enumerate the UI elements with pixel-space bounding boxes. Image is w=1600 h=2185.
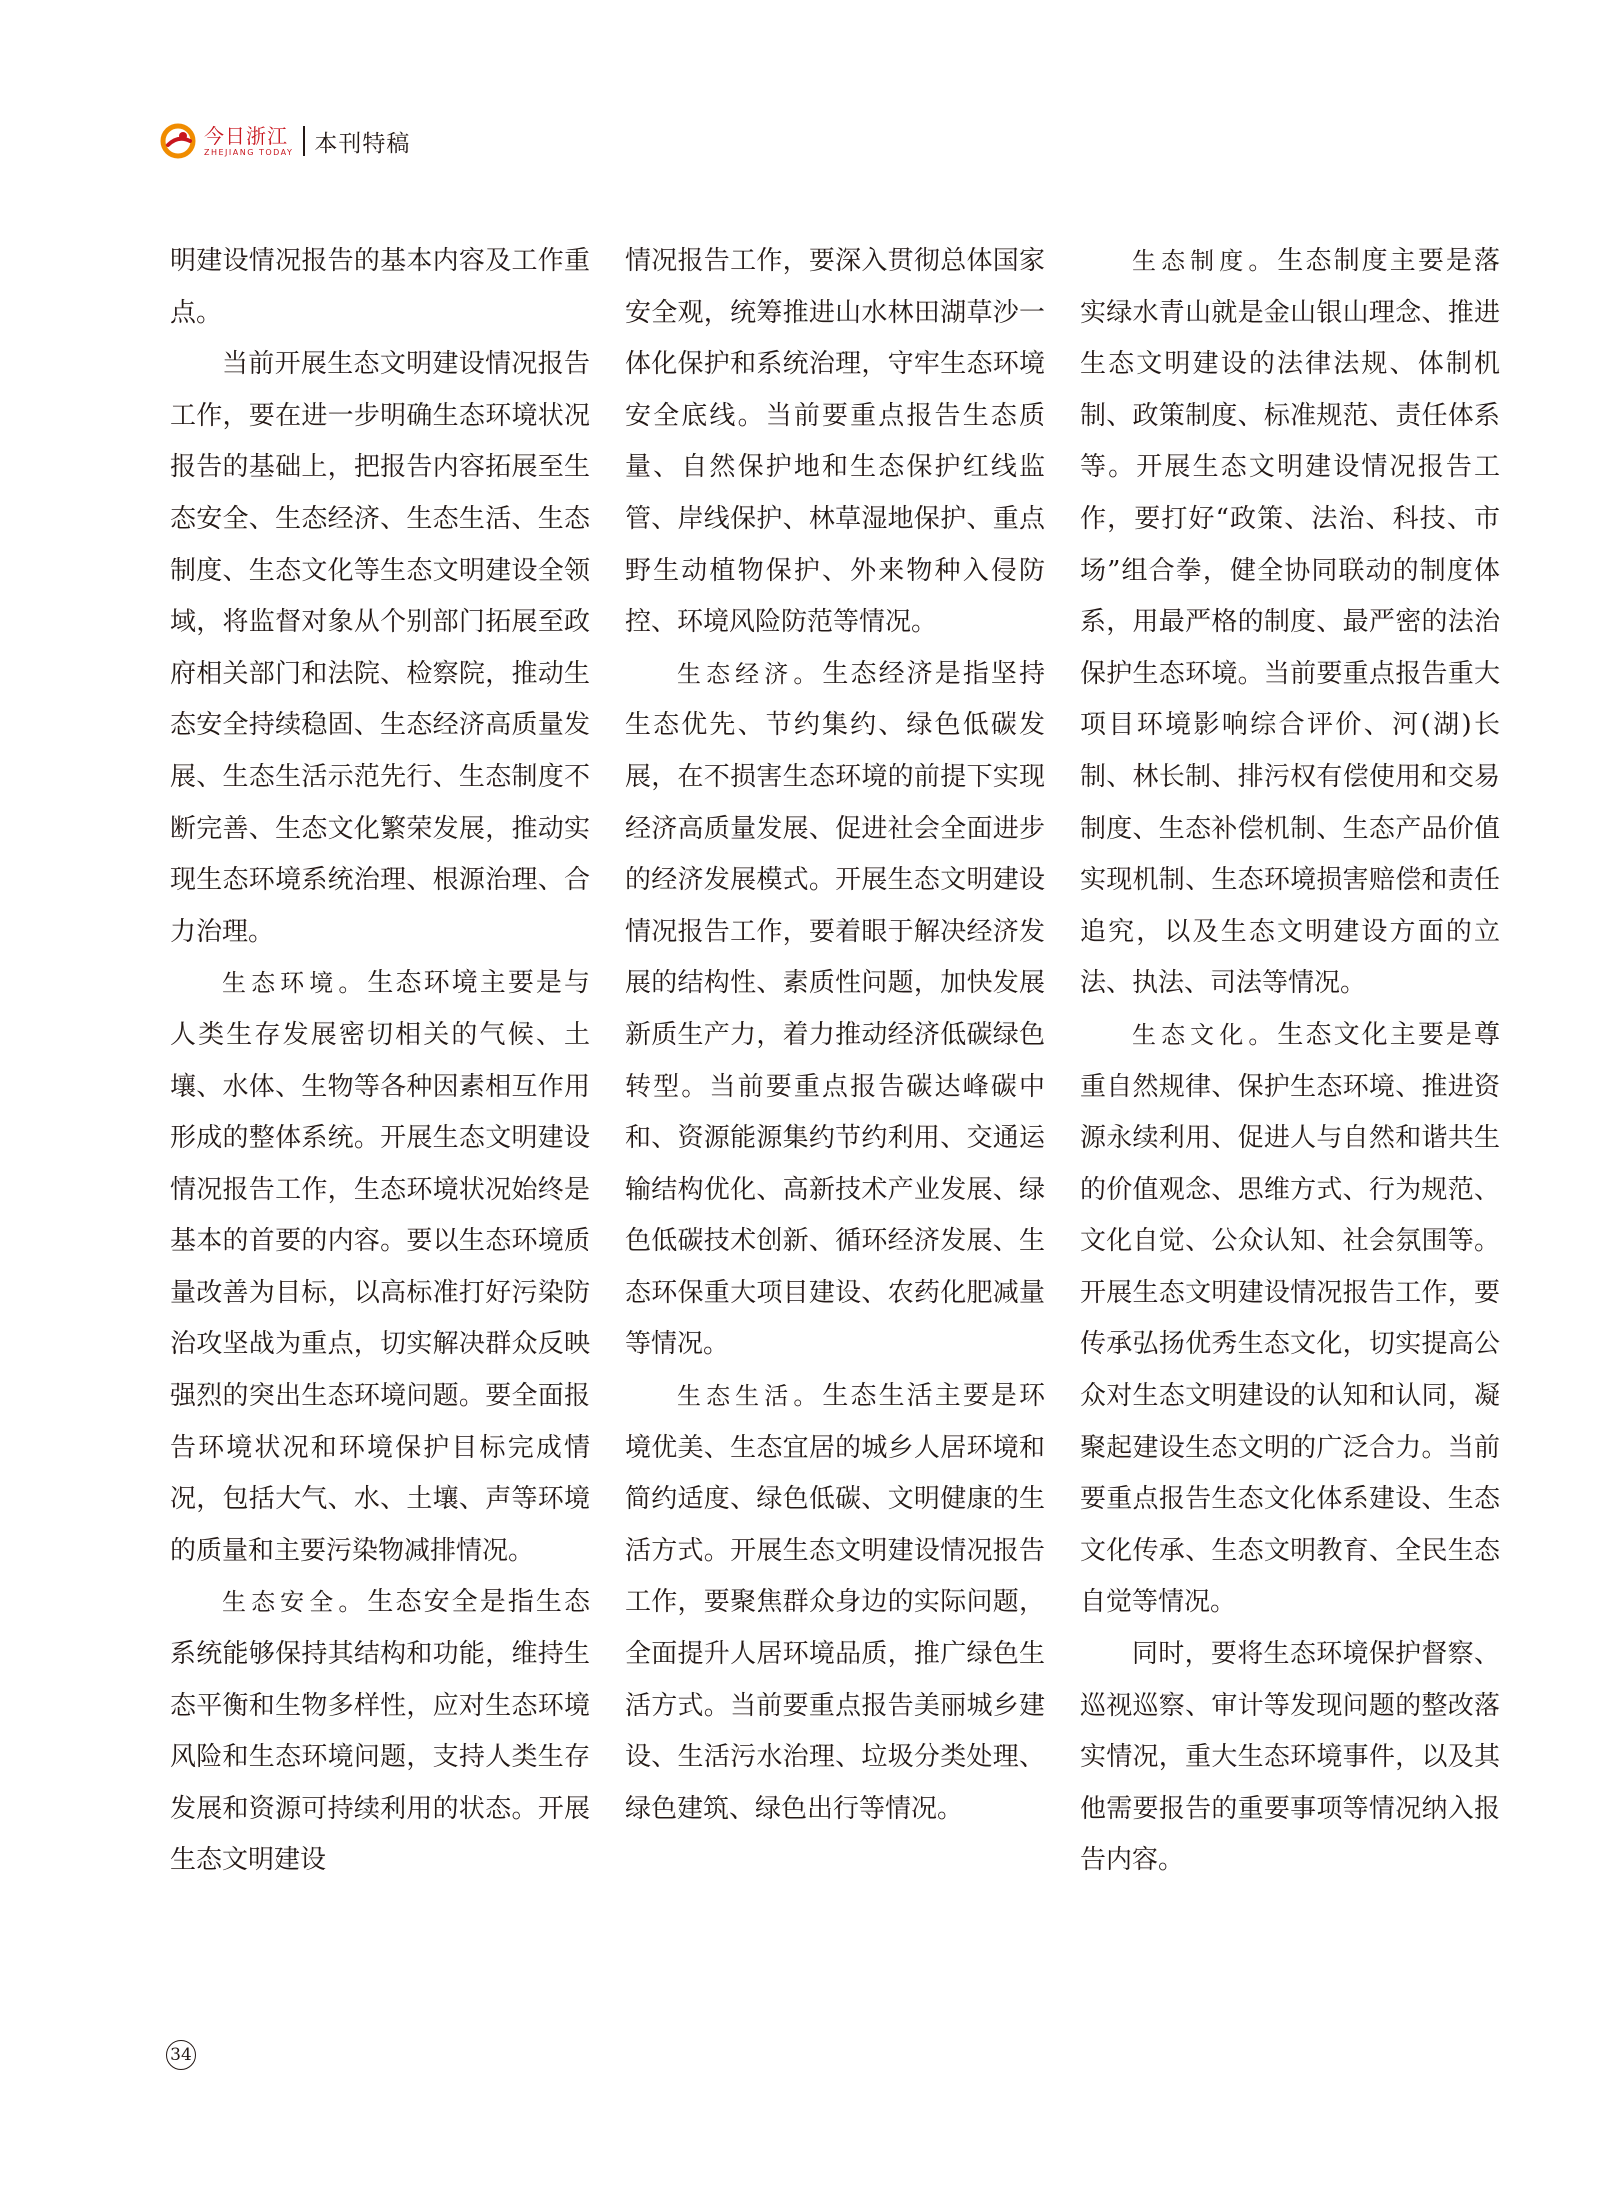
paragraph [1080,1010,1500,1629]
header-divider [303,126,305,156]
logo-wordmark [204,123,294,157]
paragraph: 情况报告工作，要深入贯彻总体国家安全观，统筹推进山水林田湖草沙一体化保护和系统治理，守牢生态环境安全底线。当前要重点报告生态质量、自然保护地和生态保护红线监管、岸线保护、林草湿地保护、重点野生动植物保护、外来物种入侵防控、环境风险防范等情况。 [625,246,1045,638]
paragraph [1080,236,1500,1010]
page-header [160,118,410,164]
page-number: 34 [166,2040,196,2070]
paragraph-body: 生态环境主要是与人类生存发展密切相关的气候、土壤、水体、生物等各种因素相互作用形成的整体系统。开展生态文明建设情况报告工作，生态环境状况始终是基本的首要的内容。要以生态环境质量改善为目标，以高标准打好污染防治攻坚战为重点，切实解决群众反映强烈的突出生态环境问题。要全面报告环境状况和环境保护目标完成情况，包括大气、水、土壤、声等环境的质量和主要污染物减排情况。 [170,968,590,1566]
logo-chinese-text: 今日浙江 [204,123,288,148]
paragraph-lead: 生态环境。 [222,969,368,998]
paragraph-lead: 生态制度。 [1132,247,1278,275]
text-column-3 [1080,236,1500,1887]
paragraph-lead: 生态文化。 [1132,1020,1278,1049]
paragraph-lead: 生态生活。 [677,1382,823,1411]
paragraph: 当前开展生态文明建设情况报告工作，要在进一步明确生态环境状况报告的基础上，把报告内容拓展至生态安全、生态经济、生态生活、生态制度、生态文化等生态文明建设全领域，将监督对象从个别部门拓展至政府相关部门和法院、检察院，推动生态安全持续稳固、生态经济高质量发展、生态生活示范先行、生态制度不断完善、生态文化繁荣发展，推动实现生态环境系统治理、根源治理、合力治理。 [170,349,590,947]
text-column-2 [625,236,1045,1835]
paragraph-body: 生态经济是指坚持生态优先、节约集约、绿色低碳发展，在不损害生态环境的前提下实现经济高质量发展、促进社会全面进步的经济发展模式。开展生态文明建设情况报告工作，要着眼于解决经济发展的结构性、素质性问题，加快发展新质生产力，着力推动经济低碳绿色转型。当前要重点报告碳达峰碳中和、资源能源集约节约利用、交通运输结构优化、高新技术产业发展、绿色低碳技术创新、循环经济发展、生态环保重大项目建设、农药化肥减量等情况。 [625,658,1045,1360]
paragraph [170,958,590,1577]
paragraph-body: 生态安全是指生态系统能够保持其结构和功能，维持生态平衡和生物多样性，应对生态环境风险和生态环境问题，支持人类生存发展和资源可持续利用的状态。开展生态文明建设 [170,1587,590,1876]
paragraph: 同时，要将生态环境保护督察、巡视巡察、审计等发现问题的整改落实情况，重大生态环境事件，以及其他需要报告的重要事项等情况纳入报告内容。 [1080,1639,1500,1876]
paragraph-body: 生态制度主要是落实绿水青山就是金山银山理念、推进生态文明建设的法律法规、体制机制、政策制度、标准规范、责任体系等。开展生态文明建设情况报告工作，要打好“政策、法治、科技、市场”组合拳，健全协同联动的制度体系，用最严格的制度、最严密的法治保护生态环境。当前要重点报告重大项目环境影响综合评价、河(湖)长制、林长制、排污权有偿使用和交易制度、生态补偿机制、生态产品价值实现机制、生态环境损害赔偿和责任追究，以及生态文明建设方面的立法、执法、司法等情况。 [1080,246,1500,999]
text-column-1 [170,236,590,1887]
paragraph-lead: 生态经济。 [677,659,823,688]
logo-english-text: ZHEJIANG TODAY [204,147,294,157]
paragraph [625,1371,1045,1835]
paragraph-body: 生态文化主要是尊重自然规律、保护生态环境、推进资源永续利用、促进人与自然和谐共生的价值观念、思维方式、行为规范、文化自觉、公众认知、社会氛围等。开展生态文明建设情况报告工作，要传承弘扬优秀生态文化，切实提高公众对生态文明建设的认知和认同，凝聚起建设生态文明的广泛合力。当前要重点报告生态文化体系建设、生态文化传承、生态文明教育、全民生态自觉等情况。 [1080,1019,1500,1618]
paragraph [170,1577,590,1887]
section-title: 本刊特稿 [314,130,411,157]
zhejiang-today-logo-icon [160,123,196,159]
paragraph-lead: 生态安全。 [222,1588,368,1617]
paragraph: 明建设情况报告的基本内容及工作重点。 [170,246,590,328]
paragraph-body: 生态生活主要是环境优美、生态宜居的城乡人居环境和简约适度、绿色低碳、文明健康的生活方式。开展生态文明建设情况报告工作，要聚焦群众身边的实际问题，全面提升人居环境品质，推广绿色生活方式。当前要重点报告美丽城乡建设、生活污水治理、垃圾分类处理、绿色建筑、绿色出行等情况。 [625,1381,1045,1824]
paragraph [625,649,1045,1371]
